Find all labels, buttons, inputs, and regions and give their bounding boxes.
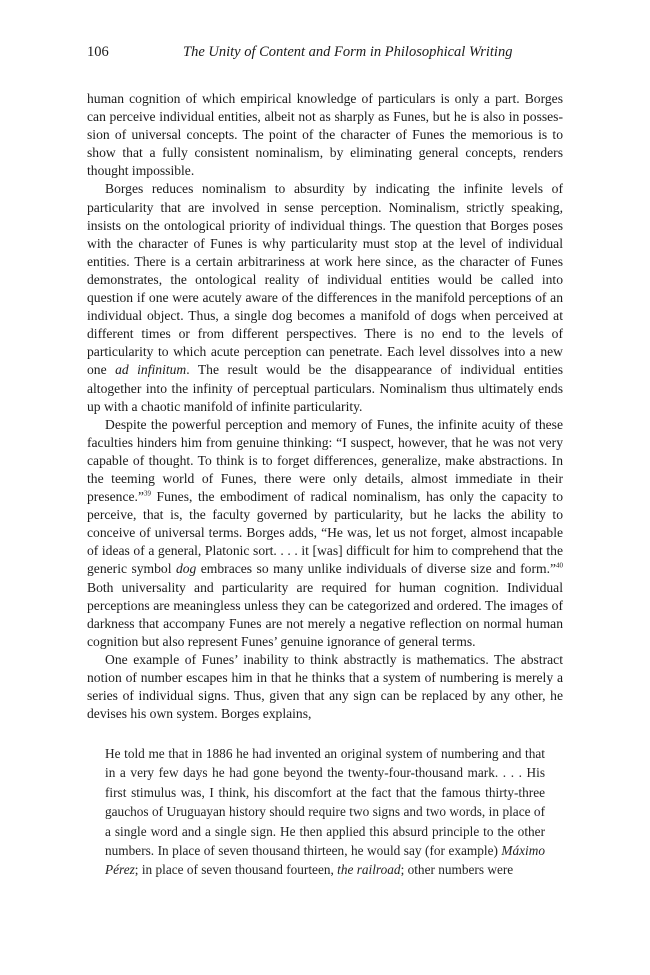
paragraph-2-text-a: Borges reduces nominalism to absurdity by indicating the infinite levels of particularity that are involved in sense perception. Nominalism, strictly speaking, insists on the ontological priority of individual things. The question that Borges poses with the character of Funes is why particularity must stop at the level of individual entities. There is a certain arbitrariness at work here since, as the character of Funes demonstrates, the ontological reality of individual entities would be called into question if one were acutely aware of the differences in the manifold perceptions of an individual object. Thus, a single dog becomes a manifold of dogs when perceived at different times or from different perspectives. There is no end to the levels of particularity to which acute perception can penetrate. Each level dissolves into a new one: [87, 181, 563, 378]
paragraph-3: [87, 416, 563, 651]
block-quote-text-a: He told me that in 1886 he had invented an original system of numbering and that in a very few days he had gone beyond the twenty-four-thousand mark. . . . His first stimulus was, I think, his discomfort at the fact that the famous thirty-three gauchos of Uruguayan history should require two signs and two words, in place of a single word and a single sign. He then applied this absurd principle to the other numbers. In place of seven thousand thirteen, he would say (for example): [105, 746, 545, 859]
paragraph-3-text-c: embraces so many unlike individuals of diverse size and form.”: [196, 561, 557, 577]
paragraph-4: One example of Funes’ inability to think abstractly is mathematics. The abstract notion of number escapes him in that he thinks that a system of numbering is merely a series of individual signs. Thus, given that any sign can be replaced by any other, he devises his own system. Borges explains,: [87, 651, 563, 722]
paragraph-2-italic: ad infinitum: [115, 362, 187, 378]
paragraph-3-text-d: Both universality and particularity are required for human cognition. Individual perceptions are meaningless unless they can be categorized and ordered. The images of darkness that accompany Funes are not merely a negative reflection on normal human cognition but also represent Funes’ genuine ignorance of general terms.: [87, 579, 563, 649]
paragraph-2: [87, 180, 563, 415]
block-quote-text-b: ; in place of seven thousand fourteen,: [134, 862, 338, 878]
footnote-ref-40[interactable]: 40: [556, 561, 564, 570]
block-quote-paragraph: [105, 744, 545, 880]
block-quote-italic-1: Máximo Pérez: [105, 843, 545, 878]
paragraph-2-text-b: . The result would be the disappearance of individual entities altogether into the infinity of perceptual particulars. Nominalism thus ultimately ends up with a chaotic manifold of infinite particularity.: [87, 362, 563, 414]
paragraph-3-text-b: Funes, the embodiment of radical nominalism, has only the capacity to perceive, that is, the faculty governed by particularity, but he lacks the ability to conceive of universal terms. Borges adds, “He was, let us not forget, almost incapable of ideas of a general, Platonic sort. . . . it [was] difficult for him to comprehend that the generic symbol: [87, 489, 563, 577]
running-title: The Unity of Content and Form in Philosophical Writing: [183, 44, 513, 60]
block-quote: [105, 744, 545, 880]
block-quote-italic-2: the railroad: [337, 862, 401, 878]
block-quote-text-c: ; other numbers were: [400, 862, 514, 878]
paragraph-1: human cognition of which empirical knowledge of particulars is only a part. Borges can perceive individual entities, albeit not as sharply as Funes, but he is also in possession of universal concepts. The point of the character of Funes the memorious is to show that a fully consistent nominalism, by eliminating general concepts, renders thought impossible.: [87, 91, 563, 179]
page-number: 106: [87, 44, 109, 60]
paragraph-3-italic: dog: [175, 561, 197, 577]
footnote-ref-39[interactable]: 39: [143, 489, 151, 498]
body-text: [87, 90, 563, 723]
running-header: [87, 44, 563, 66]
paragraph-3-text-a: Despite the powerful perception and memory of Funes, the infinite acuity of these faculties hinders him from genuine thinking: “I suspect, however, that he was not very capable of thought. To think is to forget differences, generalize, make abstractions. In the teeming world of Funes, there were only details, almost immediate in their presence.”: [87, 416, 563, 505]
